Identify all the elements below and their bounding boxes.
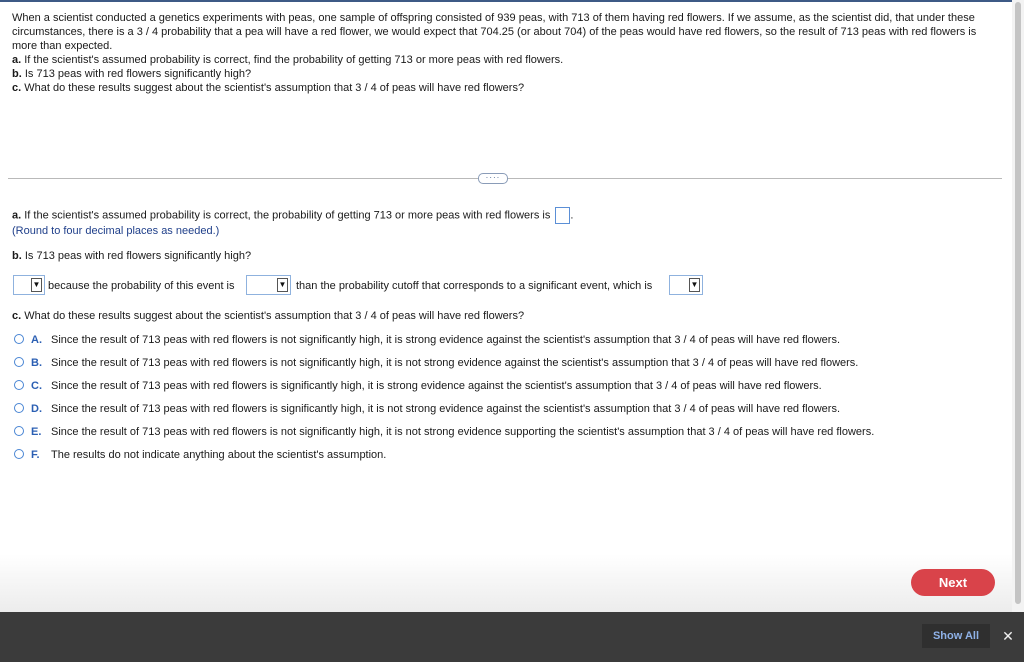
expand-more-button[interactable]: ····: [478, 173, 508, 184]
cutoff-text: than the probability cutoff that corresponds to a significant event, which is: [296, 280, 653, 292]
answer-c-question: c. What do these results suggest about the scientist's assumption that 3 / 4 of peas will have red flowers?: [12, 310, 525, 322]
footer-area: [0, 554, 1012, 612]
chevron-down-icon: ▼: [31, 278, 42, 292]
question-part-c: c. What do these results suggest about the scientist's assumption that 3 / 4 of peas will have red flowers?: [12, 82, 525, 94]
radio-button[interactable]: [14, 357, 24, 367]
because-text: because the probability of this event is: [48, 280, 235, 292]
radio-button[interactable]: [14, 380, 24, 390]
radio-button[interactable]: [14, 426, 24, 436]
question-part-a: a. If the scientist's assumed probability is correct, find the probability of getting 713 or more peas with red flowers.: [12, 54, 564, 66]
chevron-down-icon: ▼: [689, 278, 700, 292]
answer-a-line: a. If the scientist's assumed probability is correct, the probability of getting 713 or more peas with red flowers is .: [12, 207, 573, 224]
radio-button[interactable]: [14, 403, 24, 413]
probability-answer-input[interactable]: [555, 207, 570, 224]
question-part-b: b. Is 713 peas with red flowers significantly high?: [12, 68, 252, 80]
chevron-down-icon: ▼: [277, 278, 288, 292]
next-button[interactable]: Next: [911, 569, 995, 596]
rounding-hint: (Round to four decimal places as needed.): [12, 225, 220, 237]
answer-b-question: b. Is 713 peas with red flowers significantly high?: [12, 250, 252, 262]
vertical-scrollbar[interactable]: [1012, 0, 1024, 612]
radio-button[interactable]: [14, 449, 24, 459]
show-all-button[interactable]: Show All: [922, 624, 990, 648]
comparison-dropdown[interactable]: [246, 275, 291, 295]
radio-button[interactable]: [14, 334, 24, 344]
significance-dropdown[interactable]: [13, 275, 45, 295]
top-accent-bar: [0, 0, 1012, 2]
bottom-bar: [0, 612, 1024, 662]
cutoff-dropdown[interactable]: [669, 275, 703, 295]
question-text: [12, 11, 1002, 95]
scrollbar-thumb[interactable]: [1015, 2, 1021, 604]
close-icon[interactable]: ✕: [1002, 628, 1014, 644]
question-intro: When a scientist conducted a genetics experiments with peas, one sample of offspring consisted of 939 peas, with 713 of them having red flowers. If we assume, as the scientist did, that under these circumstances, there is a 3 / 4 probability that a pea will have a red flower, we would expect that 704.25 (or about 704) of the peas would have red flowers, so the result of 713 peas with red flowers is more than expected.: [12, 12, 977, 52]
